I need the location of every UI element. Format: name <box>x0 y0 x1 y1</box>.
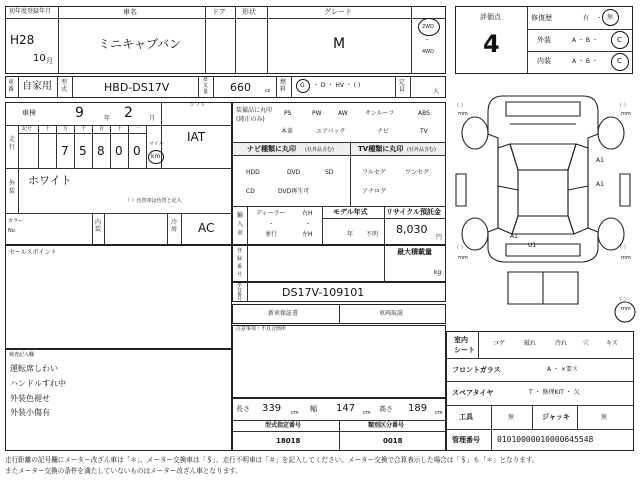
disp-value: 660 <box>230 81 251 94</box>
drive-dot: ・ <box>424 37 431 44</box>
mgmt-value: 01010000010000645548 <box>497 435 594 444</box>
ac-value: AC <box>198 221 215 235</box>
diagram-mark-u1: U1 <box>528 242 537 249</box>
tv-analog: アナログ <box>362 188 387 195</box>
exterior-grade: C <box>617 36 622 44</box>
manual-doc: 車両取説 <box>379 310 404 317</box>
import-parallel: 並行 <box>265 231 278 238</box>
option-sunroof: サンルーフ <box>365 110 395 117</box>
drive-4wd: 4WD <box>422 49 434 55</box>
registration-label: 登 録 番 号 <box>237 248 243 278</box>
interior-grade: C <box>617 57 622 65</box>
car-name-value: ミニキャブバン <box>98 37 182 51</box>
mileage-digit-5: 0 <box>133 144 141 158</box>
recycle-unit: 円 <box>436 234 443 241</box>
reg-value: 自家用 <box>22 81 52 92</box>
tire-rr-no: （ ） <box>617 245 629 251</box>
length-unit: cm <box>291 410 299 416</box>
drive-2wd: 2WD <box>422 24 434 30</box>
width-label: 幅 <box>310 405 317 413</box>
notes-label: 注意事項・不具合箇所 <box>236 326 287 332</box>
tv-fullseg: フルセグ <box>362 169 386 176</box>
car-name-label: 車名 <box>123 8 137 16</box>
spare-label: スペアタイヤ <box>452 389 494 397</box>
model-year-label: モデル年式 <box>333 208 368 216</box>
shift-value: IAT <box>187 130 206 144</box>
unit-10man: 十 <box>45 126 51 132</box>
tools-label: 工具 <box>459 413 473 421</box>
navi-sd: SD <box>325 169 334 176</box>
ac-label: 冷 房 <box>171 219 178 233</box>
km-label: km <box>151 153 161 160</box>
spare-value: T ・ 修理KIT ・ 欠 <box>529 389 580 396</box>
option-abs: ABS <box>418 110 430 117</box>
tv-header: TV種類に丸印 <box>358 145 404 153</box>
sales-point-box <box>5 245 232 349</box>
mileage-note-label: 記号 <box>22 126 33 132</box>
max-load-label: 最大積載量 <box>397 248 432 256</box>
mileage-digit-2: 5 <box>79 144 87 158</box>
seat-kizu: キズ <box>606 340 618 347</box>
color-value: ホワイト <box>28 174 72 187</box>
option-tv: TV <box>420 128 428 135</box>
recycle-label: リサイクル預託金 <box>386 208 442 216</box>
tv-oneseg: ワンセグ <box>405 169 430 176</box>
tire-spare-no: （ ） <box>617 297 629 303</box>
recycle-value: 8,030 <box>396 223 428 236</box>
import-dot-1: ・ <box>268 221 275 228</box>
max-load-unit: kg <box>434 269 442 276</box>
inspector-line-1: 運転席しわい <box>10 364 58 373</box>
class-no-value: 0018 <box>383 437 403 445</box>
footer-line-1: 走行距離の記号欄にメーター改ざん車は「＊」、メーター交換車は「＄」、走行不明車は「＃」を記入してください。メーター交換で合算表示した場合は「＄」も「＊」となります。 <box>5 456 539 464</box>
seat-yabure: 破れ <box>524 340 537 347</box>
first-reg-month-unit: 月 <box>46 57 53 65</box>
navi-header-note: (社外品含む) <box>305 147 334 153</box>
mile-label: マイル <box>149 141 164 147</box>
color-note: （ ）色替車は色替と記入 <box>125 198 182 204</box>
navi-dvd: DVD <box>287 169 301 176</box>
seat-koge: コゲ <box>493 340 506 347</box>
reg-label: 車 番 <box>8 79 15 93</box>
tire-fl-unit: mm <box>458 111 468 117</box>
exterior-grades: A ・ B ・ <box>572 37 598 44</box>
diagram-mark-a1-3: A1 <box>510 233 518 240</box>
shift-label: シフト <box>190 102 206 108</box>
width-value: 147 <box>336 403 356 414</box>
type-no-value: 18018 <box>276 437 301 445</box>
inspection-month: 2 <box>124 105 133 121</box>
options-label: 装備品に丸印 (純正のみ) <box>236 107 273 123</box>
height-value: 189 <box>408 403 428 414</box>
first-reg-month: 10 <box>33 53 46 64</box>
color-label: 外 装 <box>9 180 16 195</box>
interior-grades: A ・ B ・ <box>572 58 598 65</box>
tire-rl-unit: mm <box>458 255 468 261</box>
height-label: 高さ <box>379 405 393 413</box>
tire-fr-no: （ ） <box>617 103 629 109</box>
inspection-label: 車検 <box>22 109 36 117</box>
repair-dot: ・ <box>596 15 603 22</box>
tire-spare-unit: mm <box>621 306 631 312</box>
class-no-label: 類別区分番号 <box>368 422 405 429</box>
unit-man: 万 <box>63 126 69 132</box>
tv-header-note: (社外品含む) <box>407 147 436 153</box>
diagram-mark-a1-1: A1 <box>596 157 604 164</box>
notes-box <box>232 325 446 398</box>
import-label: 輸 入 車 <box>237 212 244 237</box>
cap-unit: 人 <box>433 88 440 95</box>
unit-hyaku: 百 <box>99 126 105 132</box>
jack-value: 無 <box>601 414 608 421</box>
navi-header: ナビ種類に丸印 <box>247 145 296 153</box>
disp-label: 排 気 量 <box>203 77 209 95</box>
import-right: 右H <box>302 210 313 217</box>
tire-fr-unit: mm <box>621 111 631 117</box>
mileage-digit-3: 8 <box>97 144 105 158</box>
grade-label: グレード <box>324 8 352 16</box>
unit-juu: 十 <box>117 126 123 132</box>
import-dealer: ディーラー <box>256 210 286 217</box>
interior-color-label: 内 装 <box>95 219 102 233</box>
inspection-month-unit: 月 <box>149 115 156 122</box>
type-no-label: 型式指定番号 <box>265 422 302 429</box>
repair-yes: 有 <box>583 15 590 22</box>
tire-rl-no: （ ） <box>454 245 466 251</box>
option-aw: AW <box>338 110 348 117</box>
fuel-rest: ・ D ・ HV ・ ( ) <box>313 82 361 89</box>
option-pw: PW <box>312 110 322 117</box>
first-reg-label: 初年度登録年月 <box>9 8 52 15</box>
shape-label: 形状 <box>242 8 256 16</box>
height-unit: cm <box>435 410 443 416</box>
tire-rr-unit: mm <box>621 255 631 261</box>
header-row <box>5 6 446 74</box>
car-diagram <box>448 78 638 326</box>
repair-label: 修復歴 <box>531 14 552 22</box>
grade-value: M <box>333 36 346 52</box>
glass-label: フロントガラス <box>452 366 501 374</box>
inspector-line-3: 外装色褪せ <box>10 394 50 403</box>
length-value: 339 <box>262 403 282 414</box>
option-airbag: エアバック <box>316 128 346 135</box>
model-year-value: 不明 <box>366 231 379 238</box>
mileage-digit-1: 7 <box>61 144 69 158</box>
cap-label: 定 員 <box>399 79 406 93</box>
seat-yogore: 汚れ <box>555 340 568 347</box>
glass-value: A ・ ×要ス <box>547 366 578 373</box>
import-left: 左H <box>302 231 313 238</box>
interior-label: 内装 <box>537 57 551 65</box>
unit-ichi: 一 <box>135 126 141 132</box>
diagram-mark-a1-2: A1 <box>596 181 604 188</box>
inspector-line-2: ハンドルすれ中 <box>10 379 66 388</box>
inspector-line-4: 外装小傷有 <box>10 408 50 417</box>
option-leather: 本革 <box>281 128 294 135</box>
footer-line-2: またメーター交換の条件を満たしていないものはメーター改ざん車となります。 <box>5 467 242 475</box>
disp-unit: cc <box>265 88 271 94</box>
score-value: 4 <box>483 30 500 58</box>
model-year-unit: 年 <box>347 231 354 238</box>
width-unit: cm <box>363 410 371 416</box>
navi-cd: CD <box>246 188 255 195</box>
option-navi: ナビ <box>377 128 390 135</box>
fuel-label: 燃 料 <box>280 79 287 93</box>
seat-ana: 穴 <box>583 340 590 347</box>
import-dot-2: ・ <box>305 221 312 228</box>
fuel-g: G <box>300 82 305 89</box>
mileage-digit-4: 0 <box>115 144 123 158</box>
sales-point-label: セールスポイント <box>9 249 57 256</box>
inspection-year-unit: 年 <box>104 115 111 122</box>
mgmt-label: 管理番号 <box>452 436 480 444</box>
unit-sen: 千 <box>81 126 87 132</box>
jack-label: ジャッキ <box>542 413 570 421</box>
new-warranty-doc: 新車保証書 <box>268 310 299 317</box>
interior-seat-label: 室内 シート <box>454 336 475 354</box>
model-label: 型 式 <box>61 79 68 93</box>
inspection-year: 9 <box>75 105 84 121</box>
navi-dvd-play: DVD再生可 <box>278 188 310 195</box>
length-label: 長さ <box>236 405 250 413</box>
color-no-label: カラー No. <box>8 218 24 234</box>
repair-no: 無 <box>607 14 614 21</box>
first-reg-year: H28 <box>10 33 35 47</box>
navi-hdd: HDD <box>246 169 260 176</box>
exterior-label: 外装 <box>537 36 551 44</box>
option-ps: PS <box>284 110 292 117</box>
mileage-label: 走 行 <box>9 136 16 151</box>
tire-fl-no: （ ） <box>454 103 466 109</box>
chassis-label: 車 台 番 号 <box>237 282 243 303</box>
chassis-value: DS17V-109101 <box>282 286 365 299</box>
model-value: HBD-DS17V <box>104 81 170 94</box>
inspector-label: 検査記入欄 <box>9 352 35 358</box>
score-label: 評価点 <box>480 13 501 21</box>
door-label: ドア <box>212 8 226 16</box>
tools-value: 無 <box>508 414 515 421</box>
